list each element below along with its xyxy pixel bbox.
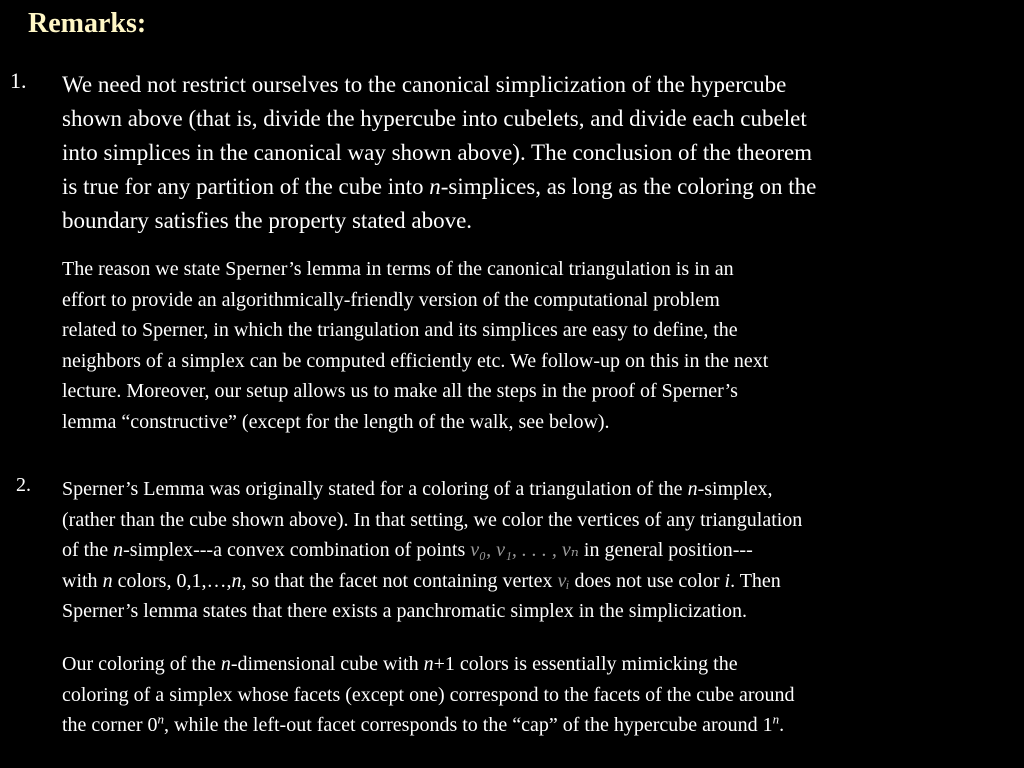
text-span: is true for any partition of the cube into [62, 174, 430, 199]
text-span: -simplex, [697, 478, 773, 500]
text-line [62, 649, 1012, 680]
math-n: n [220, 653, 231, 675]
math-n: n [423, 653, 434, 675]
text-line: neighbors of a simplex can be computed efficiently etc. We follow-up on this in the next [62, 349, 769, 372]
text-span: Sperner’s Lemma was originally stated for a coloring of a triangulation of the [62, 478, 688, 500]
text-line: shown above (that is, divide the hypercube into cubelets, and divide each cubelet [62, 106, 807, 131]
text-line [62, 566, 1012, 597]
text-line [62, 535, 1012, 566]
text-span: -dimensional cube with [230, 653, 424, 675]
text-span: . [779, 714, 785, 736]
text-span: +1 colors is essentially mimicking the [433, 653, 738, 675]
text-span: colors, 0,1,…, [112, 569, 232, 592]
text-line: lemma “constructive” (except for the length of the walk, see below). [62, 410, 610, 433]
text-span: Our coloring of the [62, 653, 221, 675]
text-span: does not use color [569, 569, 725, 592]
text-span: in general position--- [578, 539, 753, 561]
text-line: effort to provide an algorithmically-friendly version of the computational problem [62, 288, 720, 311]
remark-1-main-text [62, 68, 1012, 238]
math-i: i [724, 569, 731, 592]
math-vertex-i: vᵢ [557, 569, 570, 592]
item-number: 2. [16, 474, 31, 496]
text-span: -simplex---a convex combination of points [123, 539, 471, 561]
text-line: Sperner’s lemma states that there exists a panchromatic simplex in the simplicization. [62, 600, 747, 622]
text-line: related to Sperner, in which the triangulation and its simplices are easy to define, the [62, 319, 738, 341]
math-n: n, [231, 569, 247, 592]
text-line [62, 170, 1012, 204]
text-line: lecture. Moreover, our setup allows us to make all the steps in the proof of Sperner’s [62, 380, 738, 402]
superscript-n: n [772, 711, 780, 727]
remark-2-explanation [62, 649, 1012, 741]
math-n: n [113, 539, 124, 561]
text-span: with [62, 569, 103, 592]
text-span: the corner 0 [62, 714, 158, 736]
text-line: boundary satisfies the property stated above. [62, 208, 473, 233]
page-title: Remarks: [28, 8, 147, 39]
math-vertices: v₀, v₁, . . . , vₙ [470, 539, 579, 561]
text-span: . Then [730, 569, 781, 592]
remark-1-explanation [62, 254, 1012, 437]
math-n: n [102, 569, 113, 592]
superscript-n: n [157, 711, 165, 727]
text-span: , while the left-out facet corresponds to the “cap” of the hypercube around 1 [164, 714, 773, 736]
item-number: 1. [10, 68, 27, 93]
text-line: into simplices in the canonical way shown above). The conclusion of the theorem [62, 140, 813, 165]
text-span: of the [62, 539, 114, 561]
text-line [62, 474, 1012, 505]
math-n: n [687, 478, 698, 500]
text-span: -simplices, as long as the coloring on the [440, 174, 817, 199]
text-line: The reason we state Sperner’s lemma in terms of the canonical triangulation is in an [62, 258, 734, 280]
text-line: We need not restrict ourselves to the canonical simplicization of the hypercube [62, 72, 787, 97]
text-line: coloring of a simplex whose facets (except one) correspond to the facets of the cube around [62, 683, 795, 706]
text-line: (rather than the cube shown above). In that setting, we color the vertices of any triangulation [62, 508, 803, 531]
remark-2-main-text [62, 474, 1012, 627]
text-span: so that the facet not containing vertex [246, 569, 558, 592]
math-n: n [429, 174, 441, 199]
text-line [62, 710, 1012, 741]
